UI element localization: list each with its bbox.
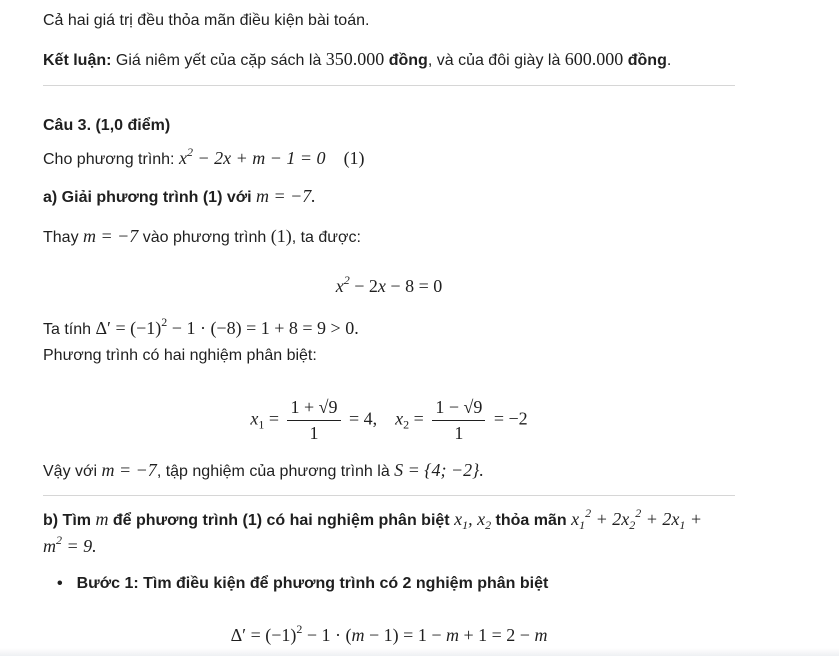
roots-formula: $x_1$ = $\frac{1 + √9}{1}$ = 4, $x_2$ = $\frac{1 - √9}{1}$ = −2 xyxy=(250,397,528,443)
part-b-title: b) Tìm m để phương trình (1) có hai nghiệm phân biệt $x_1$, $x_2$ thỏa mãn $x_1^2 + 2x_2^2 + 2x_1$ + xyxy=(43,506,703,532)
bag-price: 350.000 xyxy=(325,49,385,69)
substitute-line: Thay m = −7 vào phương trình (1), ta được: xyxy=(43,226,361,246)
line-both-values-valid: Cả hai giá trị đều thỏa mãn điều kiện bài toán. xyxy=(43,12,370,29)
equation-1: $x^2 - 2x + m - 1 = 0$ xyxy=(178,145,326,168)
divider xyxy=(43,85,735,86)
delta-line: Ta tính $\Delta' = (-1)^2 - 1 \cdot (-8) = 1 + 8 = 9 > 0$. xyxy=(43,315,359,338)
given-equation-line: Cho phương trình: $x^2 - 2x + m - 1 = 0$ (1) xyxy=(43,145,365,168)
step1-item: • Bước 1: Tìm điều kiện để phương trình có 2 nghiệm phân biệt xyxy=(57,575,549,592)
part-b-continuation: $m^2 = 9$. xyxy=(43,533,97,556)
part-a-title: a) Giải phương trình (1) với m = −7. xyxy=(43,186,316,206)
two-roots-line: Phương trình có hai nghiệm phân biệt: xyxy=(43,347,317,364)
conclusion-label: Kết luận: xyxy=(43,52,112,69)
question-title: Câu 3. (1,0 điểm) xyxy=(43,117,171,134)
shoe-price: 600.000 xyxy=(564,49,624,69)
bottom-fade xyxy=(0,648,839,656)
reduced-equation: $x^2 - 2x - 8 = 0$ xyxy=(335,273,443,296)
conclusion-line: Kết luận: Giá niêm yết của cặp sách là 350.000 đồng, và của đôi giày là 600.000 đồng. xyxy=(43,49,672,69)
delta-formula: $\Delta' = (-1)^2 - 1 \cdot (m - 1) = 1 - m + 1 = 2 - m$ xyxy=(230,622,548,645)
bullet: • xyxy=(57,575,63,592)
divider xyxy=(43,495,735,496)
solution-set-line: Vậy với m = −7, tập nghiệm của phương trình là S = {4; −2}. xyxy=(43,460,484,480)
